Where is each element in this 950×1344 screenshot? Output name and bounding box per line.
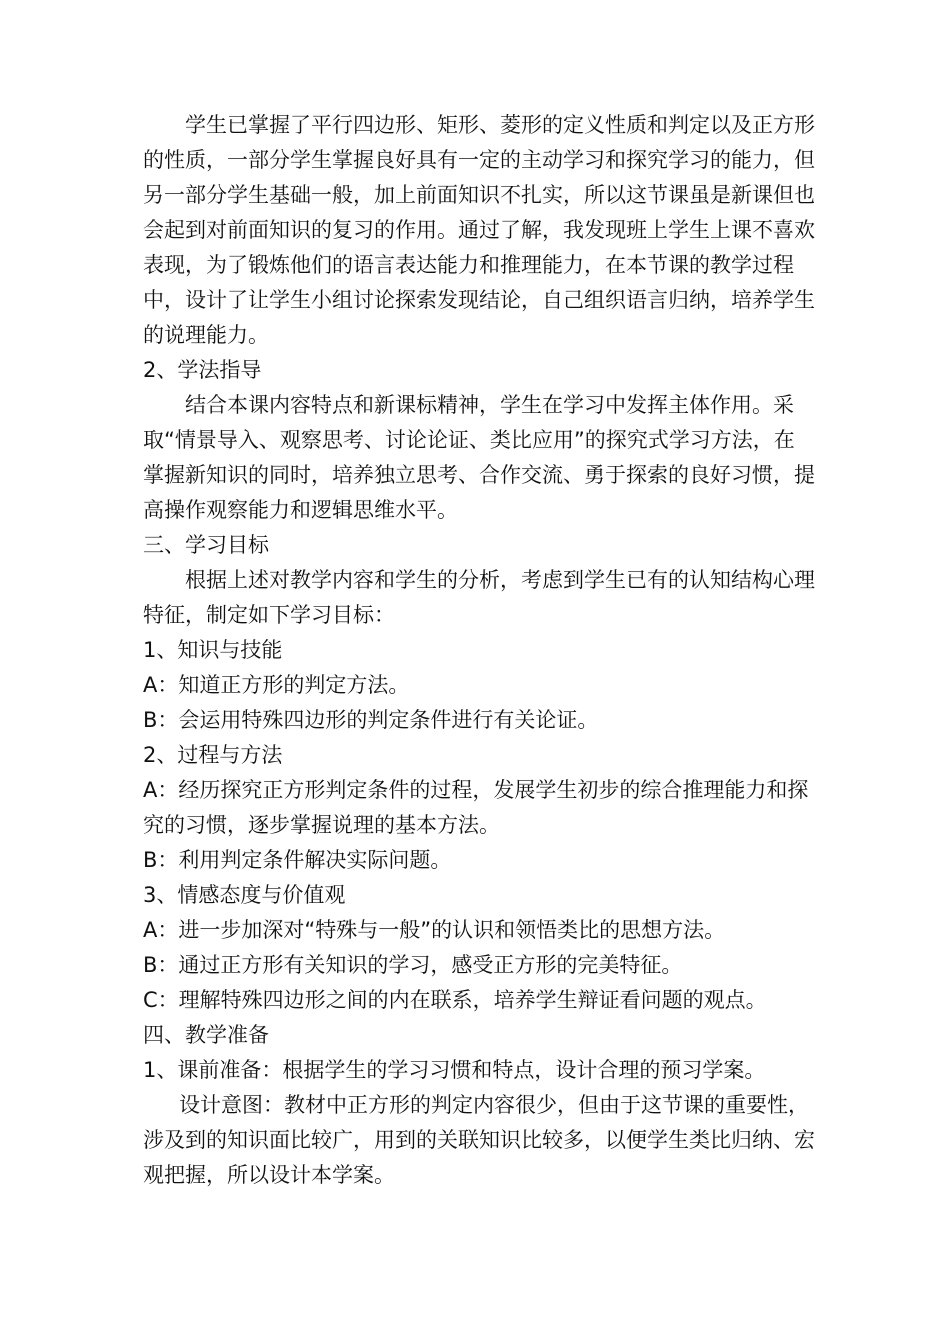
heading-learning-objectives: 三、学习目标 <box>143 533 269 557</box>
heading-emotion-values: 3、情感态度与价值观 <box>143 883 346 907</box>
heading-teaching-preparation: 四、教学准备 <box>143 1023 269 1047</box>
paragraph-objectives-intro: 根据上述对教学内容和学生的分析，考虑到学生已有的认知结构心理特征，制定如下学习目标： <box>143 568 815 627</box>
paragraph-pre-class-preparation: 1、课前准备：根据学生的学习习惯和特点，设计合理的预习学案。 <box>143 1058 766 1082</box>
list-item-emotion-c: C：理解特殊四边形之间的内在联系，培养学生辩证看问题的观点。 <box>143 988 767 1012</box>
document-body <box>143 108 815 1193</box>
list-item-emotion-a: A：进一步加深对“特殊与一般”的认识和领悟类比的思想方法。 <box>143 918 726 942</box>
paragraph-design-intent: 设计意图：教材中正方形的判定内容很少，但由于这节课的重要性，涉及到的知识面比较广，用到的关联知识比较多，以便学生类比归纳、宏观把握，所以设计本学案。 <box>143 1093 815 1187</box>
list-item-process-a: A：经历探究正方形判定条件的过程，发展学生初步的综合推理能力和探究的习惯，逐步掌握说理的基本方法。 <box>143 778 809 837</box>
list-item-emotion-b: B：通过正方形有关知识的学习，感受正方形的完美特征。 <box>143 953 683 977</box>
list-item-knowledge-a: A：知道正方形的判定方法。 <box>143 673 410 697</box>
paragraph-student-analysis: 学生已掌握了平行四边形、矩形、菱形的定义性质和判定以及正方形的性质，一部分学生掌握良好具有一定的主动学习和探究学习的能力，但另一部分学生基础一般，加上前面知识不扎实，所以这节课虽是新课但也会起到对前面知识的复习的作用。通过了解，我发现班上学生上课不喜欢表现，为了锻炼他们的语言表达能力和推理能力，在本节课的教学过程中，设计了让学生小组讨论探索发现结论，自己组织语言归纳，培养学生的说理能力。 <box>143 113 815 347</box>
heading-knowledge-skills: 1、知识与技能 <box>143 638 283 662</box>
list-item-knowledge-b: B：会运用特殊四边形的判定条件进行有关论证。 <box>143 708 599 732</box>
list-item-process-b: B：利用判定条件解决实际问题。 <box>143 848 452 872</box>
heading-process-method: 2、过程与方法 <box>143 743 283 767</box>
heading-learning-method: 2、学法指导 <box>143 358 262 382</box>
paragraph-learning-method: 结合本课内容特点和新课标精神，学生在学习中发挥主体作用。采取“情景导入、观察思考、讨论论证、类比应用”的探究式学习方法，在掌握新知识的同时，培养独立思考、合作交流、勇于探索的良好习惯，提高操作观察能力和逻辑思维水平。 <box>143 393 815 522</box>
